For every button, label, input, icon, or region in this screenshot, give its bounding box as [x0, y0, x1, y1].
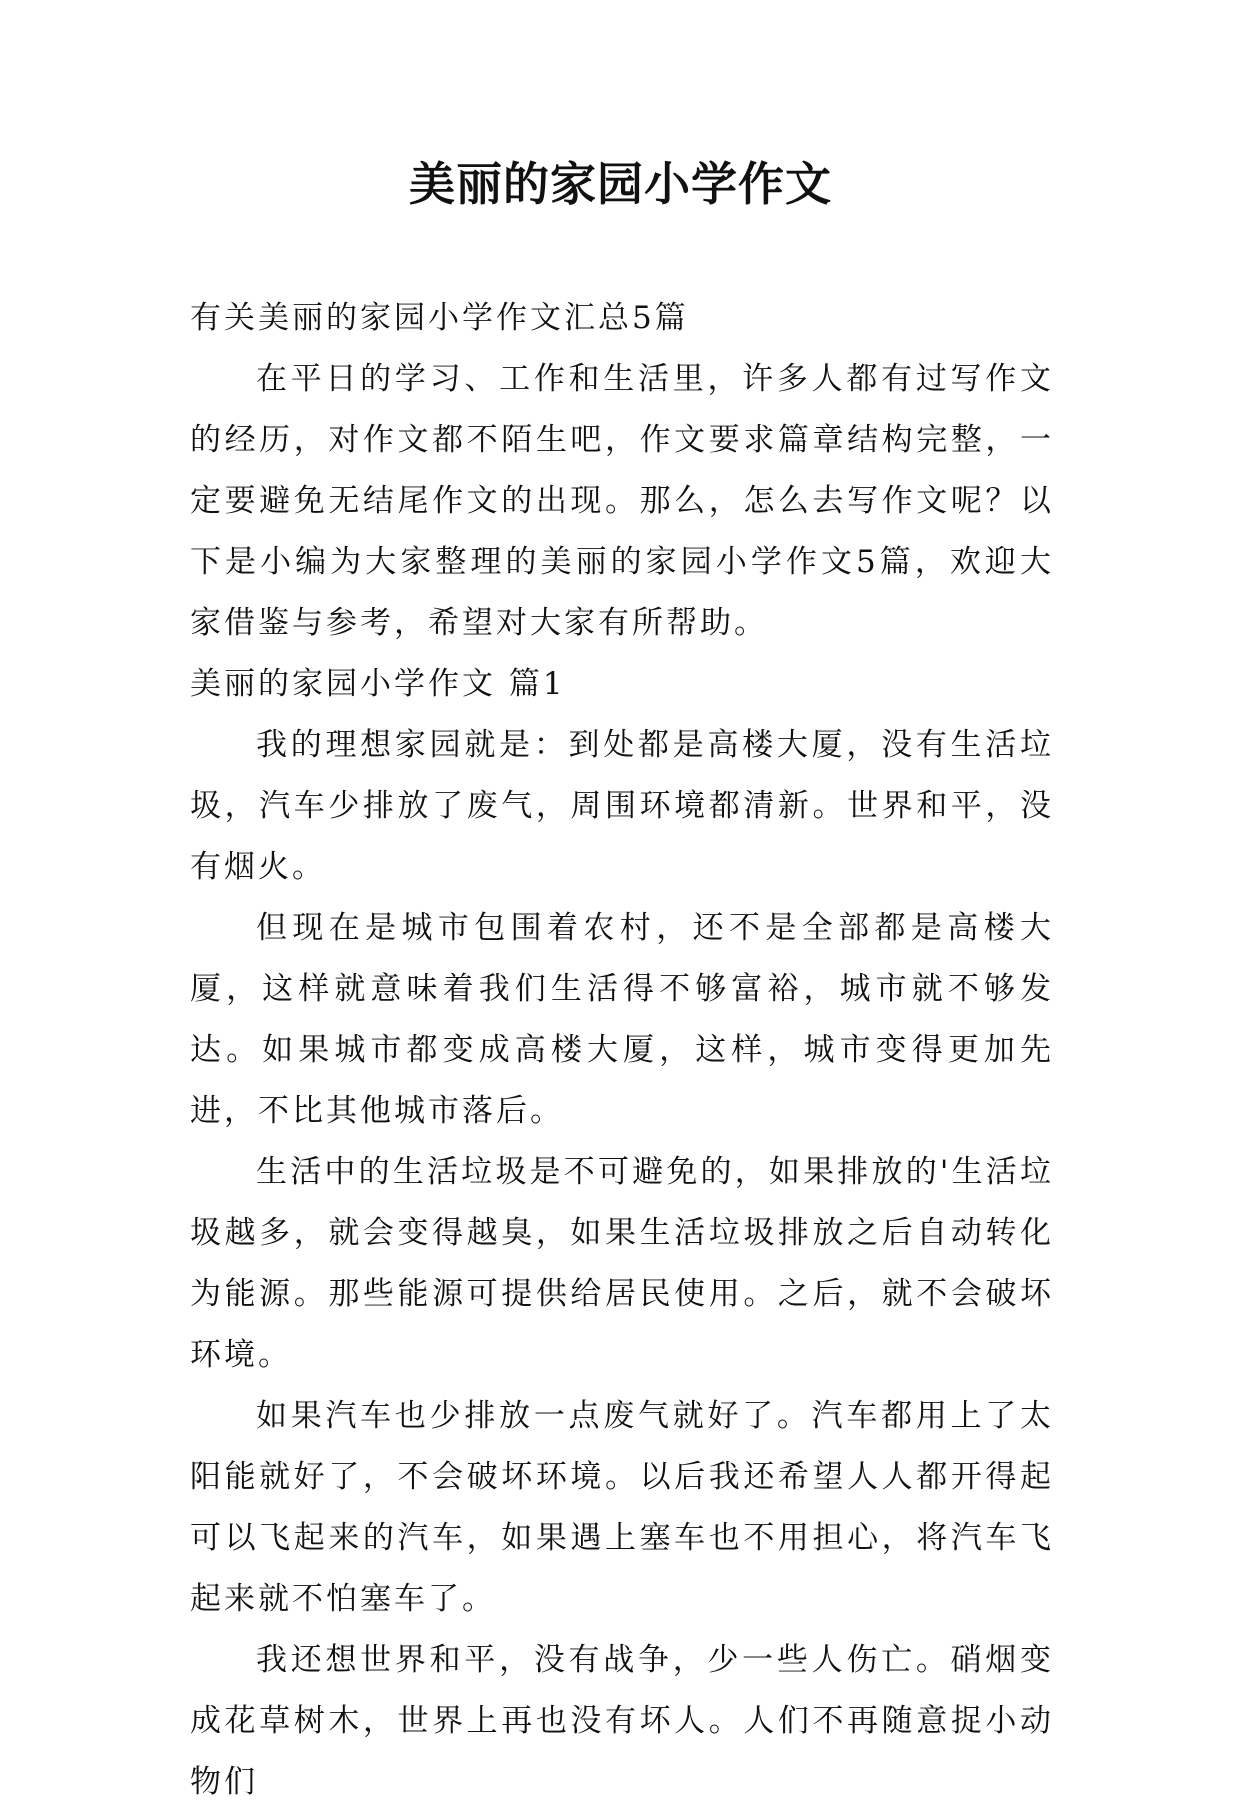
collection-subtitle: 有关美丽的家园小学作文汇总5篇	[190, 300, 689, 336]
essay-paragraph: 但现在是城市包围着农村，还不是全部都是高楼大厦，这样就意味着我们生活得不够富裕，城市就不够发达。如果城市都变成高楼大厦，这样，城市变得更加先进，不比其他城市落后。	[190, 910, 1054, 1129]
essay-paragraph: 如果汽车也少排放一点废气就好了。汽车都用上了太阳能就好了，不会破坏环境。以后我还希望人人都开得起可以飞起来的汽车，如果遇上塞车也不用担心，将汽车飞起来就不怕塞车了。	[190, 1398, 1054, 1617]
essay-paragraph: 生活中的生活垃圾是不可避免的，如果排放的'生活垃圾越多，就会变得越臭，如果生活垃圾排放之后自动转化为能源。那些能源可提供给居民使用。之后，就不会破坏环境。	[190, 1154, 1054, 1373]
document-title: 美丽的家园小学作文	[409, 157, 832, 211]
section-heading: 美丽的家园小学作文 篇1	[190, 666, 566, 702]
essay-paragraph: 我还想世界和平，没有战争，少一些人伤亡。硝烟变成花草树木，世界上再也没有坏人。人们不再随意捉小动物们	[190, 1642, 1054, 1800]
intro-paragraph: 在平日的学习、工作和生活里，许多人都有过写作文的经历，对作文都不陌生吧，作文要求篇章结构完整，一定要避免无结尾作文的出现。那么，怎么去写作文呢？以下是小编为大家整理的美丽的家园小学作文5篇，欢迎大家借鉴与参考，希望对大家有所帮助。	[190, 361, 1054, 641]
document-body	[190, 288, 1054, 1813]
essay-paragraph: 我的理想家园就是：到处都是高楼大厦，没有生活垃圾，汽车少排放了废气，周围环境都清新。世界和平，没有烟火。	[190, 727, 1054, 885]
